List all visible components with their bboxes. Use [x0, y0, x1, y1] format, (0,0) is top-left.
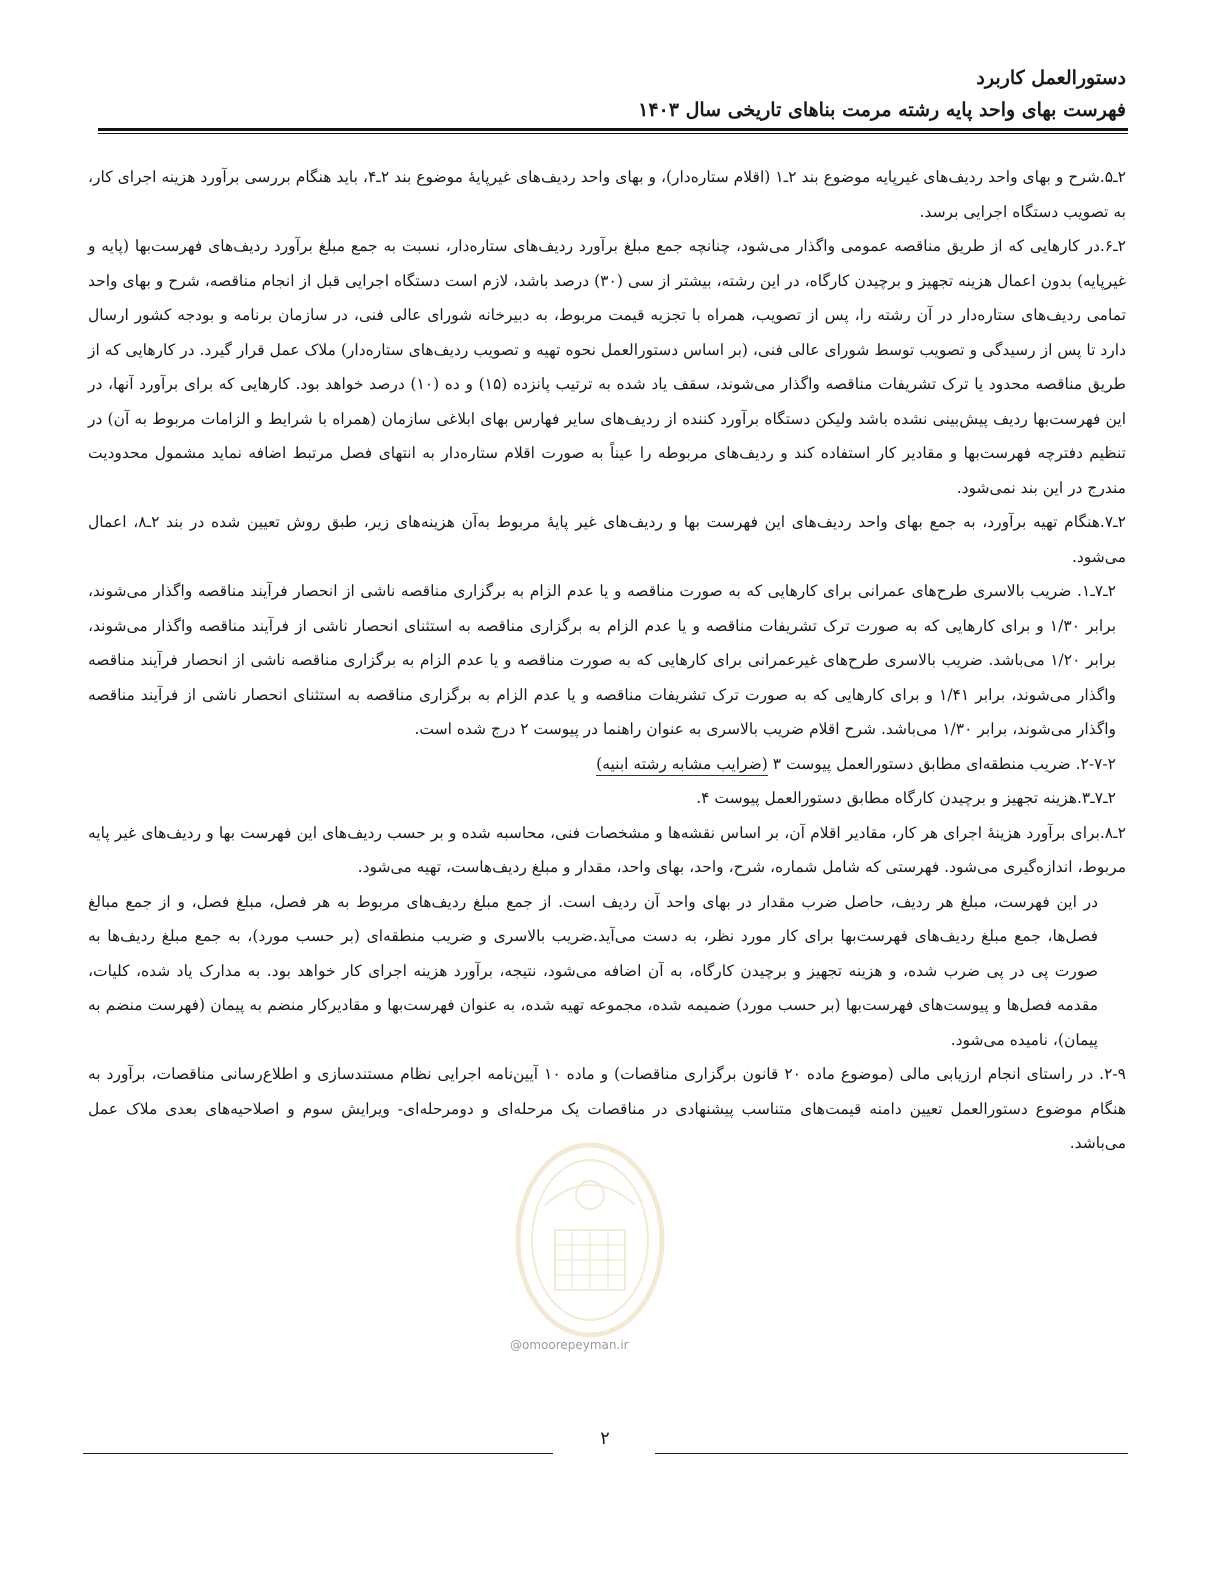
paragraph-2-6: ۲ـ۶.در کارهایی که از طریق مناقصه عمومی واگذار می‌شود، چنانچه جمع مبلغ برآورد ردیف‌های ستاره‌دار، نسبت به جمع مبلغ برآورد ردیف‌های فهرست‌بها (پایه و غیرپایه) بدون اعمال هزینه تجهیز و برچیدن کارگاه، در این رشته، بیشتر از سی (۳۰) درصد باشد، لازم است دستگاه اجرایی قبل از انجام مناقصه، شرح و بهای واحد تمامی ردیف‌های ستاره‌دار در آن رشته را، پس از تصویب، همراه با تجزیه قیمت مربوط، به دبیرخانه شورای عالی فنی، در سازمان برنامه و بودجه کشور ارسال دارد تا پس از رسیدگی و تصویب توسط شورای عالی فنی، (بر اساس دستورالعمل نحوه تهیه و تصویب ردیف‌های ستاره‌دار) ملاک عمل قرار گیرد. در کارهایی که از طریق مناقصه محدود یا ترک تشریفات مناقصه واگذار می‌شوند، سقف یاد شده به ترتیب پانزده (۱۵) و ده (۱۰) درصد خواهد بود. کارهایی که برای برآورد آنها، در این فهرست‌بها ردیف پیش‌بینی نشده باشد ولیکن دستگاه برآورد کننده از ردیف‌های سایر فهارس بهای ابلاغی سازمان (همراه با شرایط و الزامات مربوط به آن) در تنظیم دفترچه فهرست‌بها و مقادیر کار استفاده کند و ردیف‌های مربوطه را عیناً به صورت اقلام ستاره‌دار به انتهای فصل مرتبط اضافه نماید مشمول محدودیت مندرج در این بند نمی‌شود.: [88, 237, 1126, 497]
paragraph-2-7-3: ۲ـ۷ـ۳.هزینه تجهیز و برچیدن کارگاه مطابق دستورالعمل پیوست ۴.: [696, 789, 1116, 807]
paragraph-2-7-2: [88, 747, 1126, 782]
paragraph-2-7-1: ۲ـ۷ـ۱. ضریب بالاسری طرح‌های عمرانی برای کارهایی که به صورت مناقصه و یا عدم الزام به برگزاری مناقصه ناشی از انحصار فرآیند مناقصه واگذار می‌شوند، برابر ۱/۳۰ و برای کارهایی که به صورت ترک تشریفات مناقصه و یا عدم الزام به برگزاری مناقصه به استثنای انحصار ناشی از فرآیند مناقصه واگذار می‌شوند، برابر ۱/۲۰ می‌باشد. ضریب بالاسری طرح‌های غیرعمرانی برای کارهایی که به صورت مناقصه و یا عدم الزام به برگزاری مناقصه ناشی از انحصار فرآیند مناقصه واگذار می‌شوند، برابر ۱/۴۱ و برای کارهایی که به صورت ترک تشریفات مناقصه و یا عدم الزام به برگزاری مناقصه به استثنای انحصار ناشی از فرآیند مناقصه واگذار می‌شوند، برابر ۱/۳۰ می‌باشد. شرح اقلام ضریب بالاسری به عنوان راهنما در پیوست ۲ درج شده است.: [88, 582, 1117, 738]
footer-rule-right: [655, 1453, 1128, 1454]
watermark-seal-icon: [505, 1135, 675, 1350]
header-subtitle: فهرست بهای واحد پایه رشته مرمت بناهای تاریخی سال ۱۴۰۳: [638, 99, 1126, 121]
paragraph-2-9: ۲-۹. در راستای انجام ارزیابی مالی (موضوع ماده ۲۰ قانون برگزاری مناقصات) و ماده ۱۰ آیین‌نامه اجرایی نظام مستندسازی و اطلاع‌رسانی مناقصات، برآورد به هنگام موضوع دستورالعمل تعیین دامنه قیمت‌های متناسب پیشنهادی در مناقصات یک مرحله‌ای و دومرحله‌ای- ویرایش سوم و اصلاحیه‌های بعدی ملاک عمل می‌باشد.: [88, 1065, 1126, 1152]
paragraph-2-8: ۲ـ۸.برای برآورد هزینۀ اجرای هر کار، مقادیر اقلام آن، بر اساس نقشه‌ها و مشخصات فنی، محاسبه شده و بر حسب ردیف‌های این فهرست بها و ردیف‌های غیر پایه مربوط، اندازه‌گیری می‌شود. فهرستی که شامل شماره، شرح، واحد، بهای واحد، مقدار و مبلغ ردیف‌هاست، تهیه می‌شود.: [88, 823, 1126, 876]
header-title: دستورالعمل کاربرد: [976, 67, 1126, 89]
paragraph-2-5: ۲ـ۵.شرح و بهای واحد ردیف‌های غیرپایه موضوع بند ۲ـ۱ (اقلام ستاره‌دار)، و بهای واحد ردیف‌های غیرپایۀ موضوع بند ۲ـ۴، باید هنگام بررسی برآورد هزینه اجرای کار، به تصویب دستگاه اجرایی برسد.: [88, 168, 1126, 221]
watermark-site-text: @omoorepeyman.ir: [510, 1338, 629, 1352]
header-rule-thick: [98, 128, 1128, 131]
header-rule-thin: [98, 133, 1128, 134]
paragraph-2-7-2-text: ۲-۷-۲. ضریب منطقه‌ای مطابق دستورالعمل پیوست ۳: [767, 754, 1116, 773]
page-number: ۲: [600, 1428, 610, 1449]
paragraph-2-7: ۲ـ۷.هنگام تهیه برآورد، به جمع بهای واحد ردیف‌های این فهرست بها و ردیف‌های غیر پایۀ مربوط به‌آن هزینه‌های زیر، طبق روش تعیین شده در بند ۲ـ۸، اعمال می‌شود.: [88, 513, 1126, 566]
paragraph-2-8-continued: در این فهرست، مبلغ هر ردیف، حاصل ضرب مقدار در بهای واحد آن ردیف است. از جمع مبلغ ردیف‌های مربوط به هر فصل، مبلغ فصل، و از جمع مبالغ فصل‌ها، جمع مبلغ ردیف‌های فهرست‌بها برای کار مورد نظر، به دست می‌آید.ضریب بالاسری و ضریب منطقه‌ای (بر حسب مورد)، به جمع مبلغ ردیف‌ها به صورت پی در پی ضرب شده، و هزینه تجهیز و برچیدن کارگاه، به آن اضافه می‌شود، نتیجه، برآورد هزینه اجرای کار خواهد بود. به مدارک یاد شده، کلیات، مقدمه فصل‌ها و پیوست‌های فهرست‌بها (بر حسب مورد) ضمیمه شده، مجموعه تهیه شده، به عنوان فهرست‌بها و مقادیرکار منضم به پیمان (فهرست منضم به پیمان)، نامیده می‌شود.: [88, 892, 1098, 1049]
paragraph-2-7-2-underlined: (ضرایب مشابه رشته ابنیه): [596, 755, 768, 776]
page-header: [96, 62, 1126, 126]
footer-rule-left: [83, 1453, 553, 1454]
document-body: [88, 160, 1126, 1161]
